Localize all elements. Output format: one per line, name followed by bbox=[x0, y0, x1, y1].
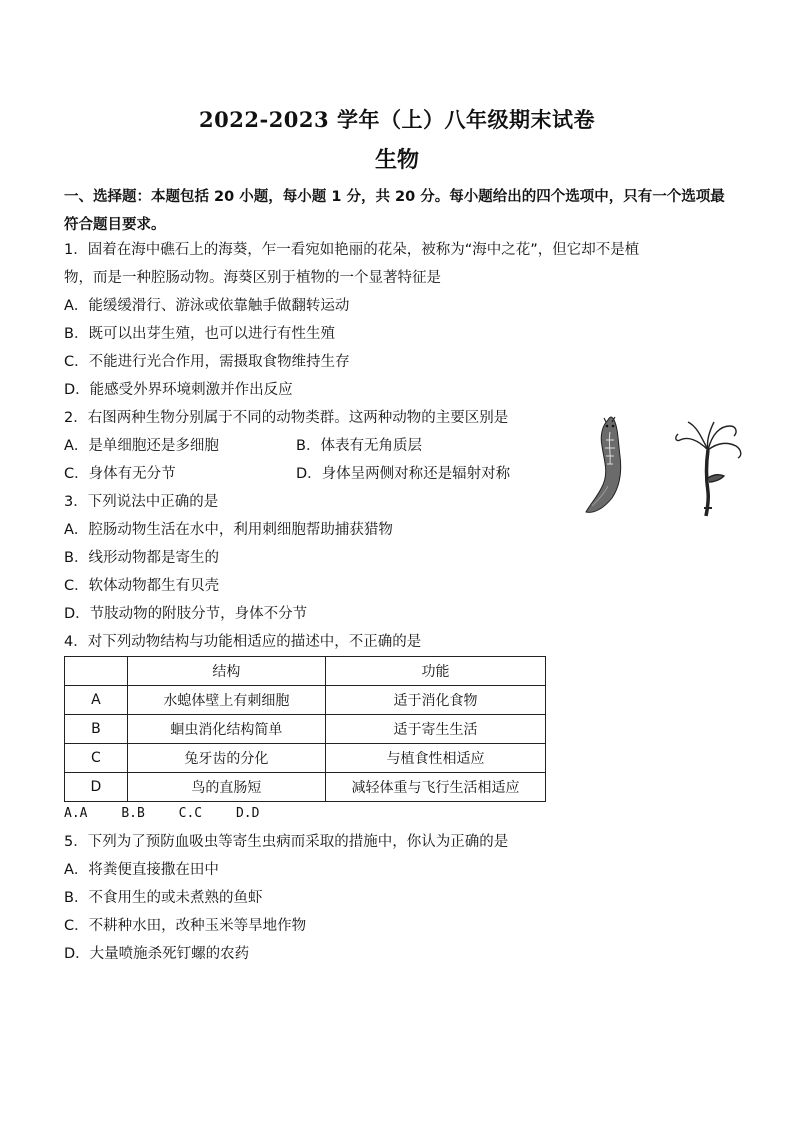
q3-stem: 3．下列说法中正确的是 bbox=[64, 494, 219, 510]
q4-options bbox=[64, 806, 285, 821]
q2-option-b: B．体表有无角质层 bbox=[296, 438, 422, 454]
q5-stem: 5．下列为了预防血吸虫等寄生虫病而采取的措施中，你认为正确的是 bbox=[64, 834, 509, 850]
animals-figure bbox=[580, 412, 750, 518]
table-row bbox=[65, 773, 546, 802]
table-row bbox=[65, 686, 546, 715]
q1-stem-line-2: 物，而是一种腔肠动物。海葵区别于植物的一个显著特征是 bbox=[64, 270, 441, 286]
section-heading: 一、选择题：本题包括 20 小题，每小题 1 分，共 20 分。每小题给出的四个选项中，只有一个选项最符合题目要求。 bbox=[64, 189, 725, 233]
q5-option-c: C．不耕种水田，改种玉米等旱地作物 bbox=[64, 918, 307, 934]
q4-option-c: C.C bbox=[178, 806, 203, 821]
structure-function-table bbox=[64, 656, 546, 802]
table-row bbox=[65, 744, 546, 773]
table-header-function: 功能 bbox=[325, 657, 545, 686]
table-cell-structure: 蛔虫消化结构简单 bbox=[127, 715, 325, 744]
planarian-illustration bbox=[586, 417, 621, 512]
table-cell-function: 适于消化食物 bbox=[325, 686, 545, 715]
q1-stem-line-1: 1．固着在海中礁石上的海葵，乍一看宛如艳丽的花朵，被称为“海中之花”，但它却不是植 bbox=[64, 242, 640, 258]
table-header-row bbox=[65, 657, 546, 686]
table-cell-structure: 鸟的直肠短 bbox=[127, 773, 325, 802]
table-cell-function: 与植食性相适应 bbox=[325, 744, 545, 773]
q1-option-d: D．能感受外界环境刺激并作出反应 bbox=[64, 382, 293, 398]
q1-option-b: B．既可以出芽生殖，也可以进行有性生殖 bbox=[64, 326, 335, 342]
q2-option-d: D．身体呈两侧对称还是辐射对称 bbox=[296, 466, 511, 482]
q3-option-c: C．软体动物都生有贝壳 bbox=[64, 578, 220, 594]
q5-option-d: D．大量喷施杀死钉螺的农药 bbox=[64, 946, 250, 962]
hydra-illustration bbox=[676, 422, 741, 516]
q3-option-d: D．节肢动物的附肢分节，身体不分节 bbox=[64, 606, 308, 622]
table-cell-structure: 水螅体壁上有刺细胞 bbox=[127, 686, 325, 715]
q2-option-a: A．是单细胞还是多细胞 bbox=[64, 438, 219, 454]
q5-option-a: A．将粪便直接撒在田中 bbox=[64, 862, 219, 878]
table-cell-label: C bbox=[65, 744, 128, 773]
table-header-structure: 结构 bbox=[127, 657, 325, 686]
q4-option-b: B.B bbox=[121, 806, 145, 821]
q3-option-b: B．线形动物都是寄生的 bbox=[64, 550, 219, 566]
exam-subject: 生物 bbox=[374, 147, 419, 173]
table-header-blank bbox=[65, 657, 128, 686]
q5-option-b: B．不食用生的或未煮熟的鱼虾 bbox=[64, 890, 263, 906]
table-cell-function: 减轻体重与飞行生活相适应 bbox=[325, 773, 545, 802]
q1-option-a: A．能缓缓滑行、游泳或依靠触手做翻转运动 bbox=[64, 298, 350, 314]
table-cell-function: 适于寄生生活 bbox=[325, 715, 545, 744]
q3-option-a: A．腔肠动物生活在水中，利用刺细胞帮助捕获猎物 bbox=[64, 522, 393, 538]
q4-option-a: A.A bbox=[64, 806, 88, 821]
table-cell-structure: 兔牙齿的分化 bbox=[127, 744, 325, 773]
q4-option-d: D.D bbox=[235, 806, 260, 821]
q2-option-c: C．身体有无分节 bbox=[64, 466, 176, 482]
table-row bbox=[65, 715, 546, 744]
exam-title: 2022-2023 学年（上）八年级期末试卷 bbox=[199, 107, 595, 132]
q1-option-c: C．不能进行光合作用，需摄取食物维持生存 bbox=[64, 354, 350, 370]
table-cell-label: D bbox=[65, 773, 128, 802]
table-cell-label: B bbox=[65, 715, 128, 744]
table-cell-label: A bbox=[65, 686, 128, 715]
q2-stem: 2．右图两种生物分别属于不同的动物类群。这两种动物的主要区别是 bbox=[64, 410, 509, 426]
q4-stem: 4．对下列动物结构与功能相适应的描述中，不正确的是 bbox=[64, 634, 422, 650]
